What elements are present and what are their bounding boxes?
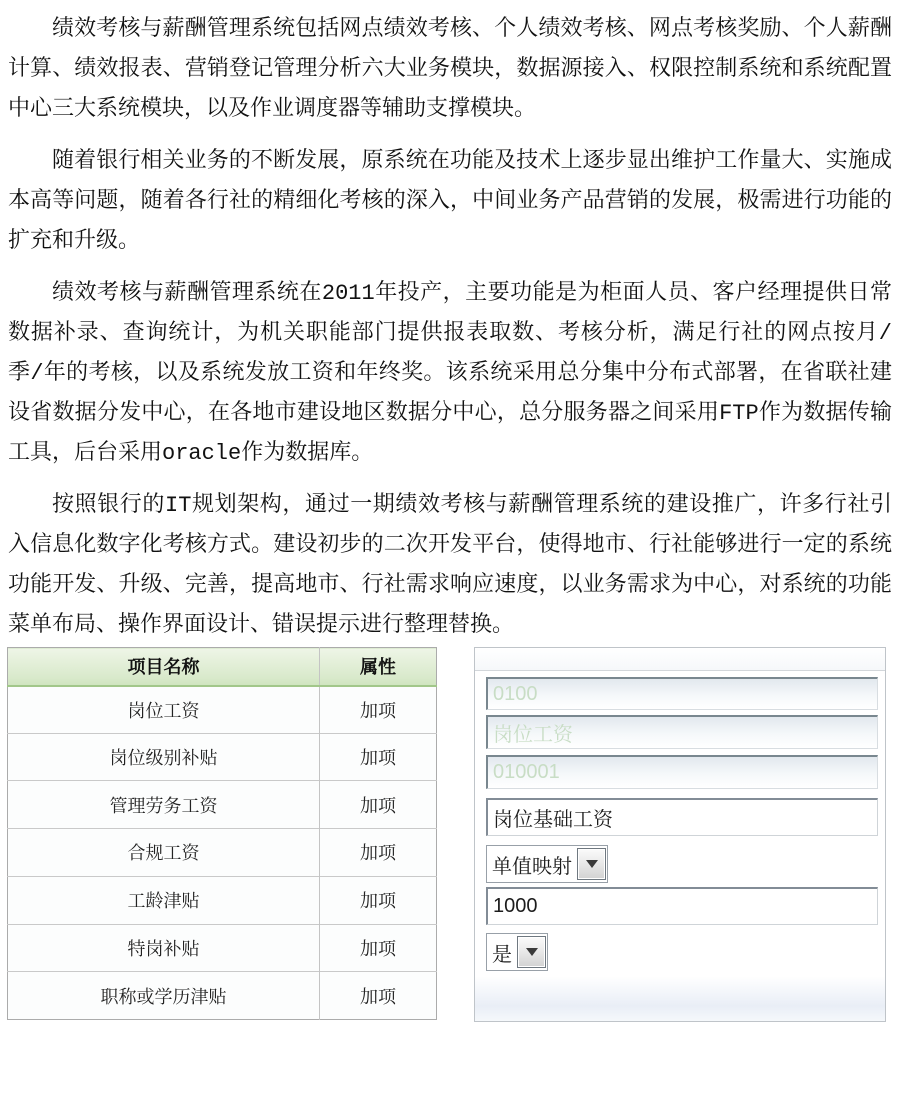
attribute-form-panel xyxy=(474,647,886,1022)
table-row xyxy=(8,876,437,924)
col-header-attribute: 属性 xyxy=(320,648,437,686)
value-text: 1000 xyxy=(493,895,538,917)
attribute-cell: 加项 xyxy=(320,924,437,972)
attribute-cell: 加项 xyxy=(320,876,437,924)
table-row xyxy=(8,924,437,972)
col-header-item-name: 项目名称 xyxy=(8,648,320,686)
salary-items-table xyxy=(7,647,437,1020)
value-input[interactable] xyxy=(486,887,878,925)
enabled-flag-dropdown[interactable] xyxy=(486,933,548,971)
attribute-cell: 加项 xyxy=(320,829,437,877)
bottom-section xyxy=(7,647,893,1022)
item-name-cell: 管理劳务工资 xyxy=(8,781,320,829)
table-row xyxy=(8,829,437,877)
enabled-flag-value: 是 xyxy=(492,943,512,966)
attribute-cell: 加项 xyxy=(320,972,437,1020)
item-name-cell: 工龄津贴 xyxy=(8,876,320,924)
dropdown-button[interactable] xyxy=(577,848,606,880)
table-row xyxy=(8,972,437,1020)
attribute-cell: 加项 xyxy=(320,781,437,829)
item-name-field xyxy=(486,715,878,749)
panel-header xyxy=(475,648,885,671)
attribute-cell: 加项 xyxy=(320,733,437,781)
paragraph-upgrade-need: 随着银行相关业务的不断发展，原系统在功能及技术上逐步显出维护工作量大、实施成本高等问题，随着各行社的精细化考核的深入，中间业务产品营销的发展，极需进行功能的扩充和升级。 xyxy=(8,149,892,254)
dropdown-button[interactable] xyxy=(517,936,546,968)
item-code-value: 0100 xyxy=(493,682,538,705)
item-name-value: 岗位工资 xyxy=(493,724,573,746)
chevron-down-icon xyxy=(586,860,598,868)
attribute-cell: 加项 xyxy=(320,686,437,734)
sub-item-code-value: 010001 xyxy=(493,761,560,783)
table-row xyxy=(8,781,437,829)
item-name-cell: 岗位级别补贴 xyxy=(8,733,320,781)
sub-item-name-value: 岗位基础工资 xyxy=(493,809,613,831)
paragraph-it-plan: 按照银行的IT规划架构，通过一期绩效考核与薪酬管理系统的建设推广，许多行社引入信息化数字化考核方式。建设初步的二次开发平台，使得地市、行社能够进行一定的系统功能开发、升级、完善，提高地市、行社需求响应速度，以业务需求为中心，对系统的功能菜单布局、操作界面设计、错误提示进行整理替换。 xyxy=(8,493,892,638)
sub-item-code-field xyxy=(486,755,878,789)
paragraph-system-history: 绩效考核与薪酬管理系统在2011年投产，主要功能是为柜面人员、客户经理提供日常数据补录、查询统计，为机关职能部门提供报表取数、考核分析，满足行社的网点按月/季/年的考核，以及系统发放工资和年终奖。该系统采用总分集中分布式部署，在省联社建设省数据分发中心，在各地市建设地区数据分中心，总分服务器之间采用FTP作为数据传输工具，后台采用oracle作为数据库。 xyxy=(8,281,892,466)
table-header-row xyxy=(8,648,437,686)
document-text xyxy=(8,10,892,647)
chevron-down-icon xyxy=(526,948,538,956)
item-name-cell: 特岗补贴 xyxy=(8,924,320,972)
item-code-field xyxy=(486,677,878,710)
table-row xyxy=(8,733,437,781)
mapping-type-dropdown[interactable] xyxy=(486,845,608,883)
paragraph-modules: 绩效考核与薪酬管理系统包括网点绩效考核、个人绩效考核、网点考核奖励、个人薪酬计算、绩效报表、营销登记管理分析六大业务模块，数据源接入、权限控制系统和系统配置中心三大系统模块，以及作业调度器等辅助支撑模块。 xyxy=(8,17,892,122)
table-row xyxy=(8,686,437,734)
item-name-cell: 职称或学历津贴 xyxy=(8,972,320,1020)
sub-item-name-input[interactable] xyxy=(486,798,878,836)
item-name-cell: 岗位工资 xyxy=(8,686,320,734)
mapping-type-value: 单值映射 xyxy=(492,855,572,878)
item-name-cell: 合规工资 xyxy=(8,829,320,877)
